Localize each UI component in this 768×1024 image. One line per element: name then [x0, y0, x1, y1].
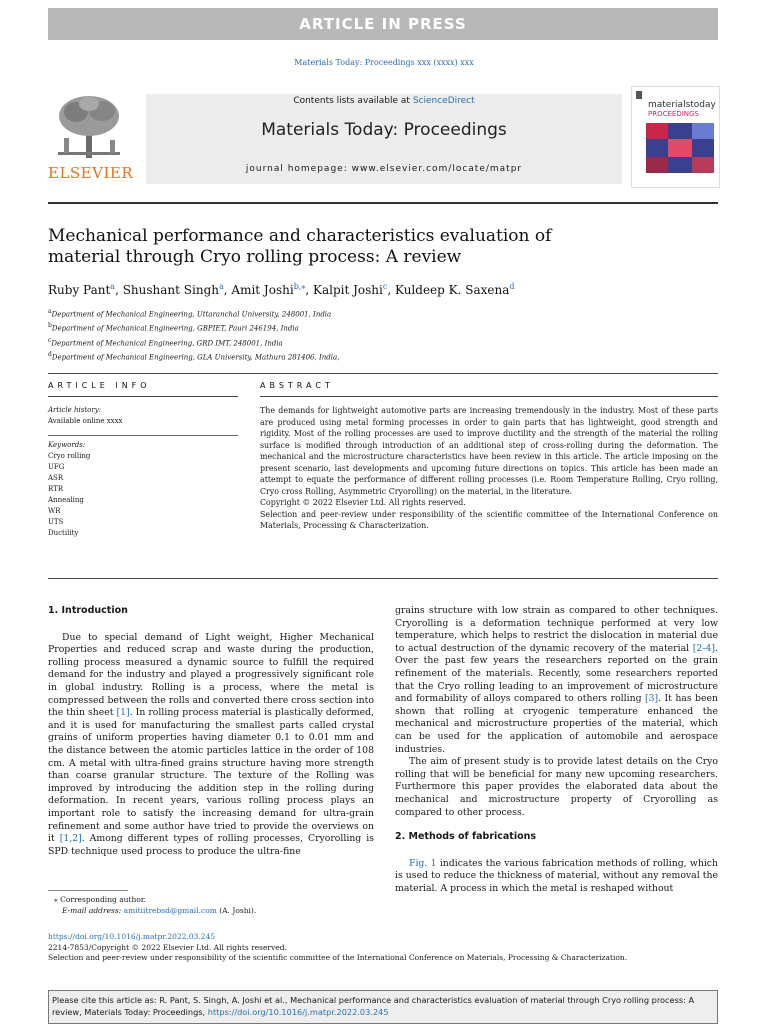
citation-text: Please cite this article as: R. Pant, S. Singh, A. Joshi et al., Mechanical performance and characteristics evaluation of material through Cryo rolling process: A review, Materials Today: Proceedings, [52, 995, 695, 1017]
keyword-item: ASR [48, 474, 64, 482]
email-suffix: (A. Joshi). [219, 906, 257, 915]
col2-paragraph: The aim of present study is to provide latest details on the Cryo rolling that will be beneficial for many new upcoming researchers. Furthermore this paper provides the elaborated data about the mechanical and microstructure property of Cryorolling as compared to other process. [395, 756, 718, 818]
meta-divider [48, 373, 718, 374]
publisher-name: ELSEVIER [48, 164, 134, 182]
author-name: Amit Joshi [231, 283, 294, 297]
contents-line [146, 94, 622, 108]
cover-title-sub: PROCEEDINGS [648, 110, 699, 118]
author-affil-link[interactable]: d [509, 282, 515, 291]
header-divider [48, 202, 718, 204]
abstract-heading: ABSTRACT [260, 381, 334, 390]
intro-heading: 1. Introduction [48, 605, 128, 616]
methods-heading: 2. Methods of fabrications [395, 831, 537, 843]
doi-link[interactable]: https://doi.org/10.1016/j.matpr.2022.03.245 [48, 932, 216, 941]
affiliation-item: $^b$Department of Mechanical Engineering, GBPIET, Pauri 246194, India [48, 322, 299, 333]
author-affil-link[interactable]: a [110, 282, 116, 291]
body-column-right [395, 605, 718, 895]
abstract-divider [260, 396, 718, 397]
citation-link[interactable]: [3] [644, 693, 659, 705]
author-list: Ruby Pant$^a$, Shushant Singh$^a$, Amit Joshi$^{b,⁎}$, Kalpit Joshi$^c$, Kuldeep K. Saxena$^d$ [48, 282, 515, 297]
citation-box [48, 990, 718, 1024]
keyword-item: Annealing [48, 496, 84, 504]
sciencedirect-link[interactable]: ScienceDirect [412, 96, 475, 106]
abstract-body [260, 405, 718, 532]
author-name: Shushant Singh [122, 283, 219, 297]
author-affil-link[interactable]: b,⁎ [293, 282, 306, 291]
journal-reference-line[interactable]: Materials Today: Proceedings xxx (xxxx) xxx [294, 58, 474, 67]
body-column-left [48, 605, 374, 858]
email-link[interactable]: amitiitrebsd@gmail.com [123, 906, 217, 915]
abstract-copyright: Copyright © 2022 Elsevier Ltd. All rights reserved. [260, 498, 466, 507]
affiliations [48, 306, 718, 363]
cover-title [648, 101, 716, 119]
info-divider [48, 396, 238, 397]
journal-banner [146, 94, 622, 184]
col2-paragraph: grains structure with low strain as compared to other techniques. Cryorolling is a deformation technique performed at very low temperature, which helps to restrict the dislocation in material due to actual destruction of the dynamic recovery of the material [2-4]. Over the past few years the researchers reported on the grain refinement of the materials. Recently, some researchers reported that the Cryo rolling leading to an improvement of microstructure and formability of alloys compared to others rolling [3]. It has been shown that rolling at cryogenic temperature enhanced the mechanical and microstructure properties of the material, which can be used for the application of automobile and aerospace industries. [395, 605, 718, 755]
keyword-item: Cryo rolling [48, 452, 91, 460]
keywords-label: Keywords: [48, 441, 86, 449]
keyword-item: WR [48, 507, 61, 515]
intro-paragraph: Due to special demand of Light weight, Higher Mechanical Properties and reduced scrap and waste during the production, rolling process measured a dynamic source to fulfill the required demand for the industry and played a progressively significant role in global industry. Rolling is a process, where the metal is compressed between the rolls and converted there cross section into the thin sheet [1]. In rolling process material is plastically deformed, and it is used for manufacturing the smallest parts called crystal grains of uniform properties having diameter 0.1 to 0.01 mm and the distance between the atomic particles lattice in the order of 108 cm. A metal with ultra-fined grains structure having more strength than coarse granular structure. The texture of the Rolling was improved by introducing the addition step in the rolling during deformation. In recent years, various rolling process plays an important role to satisfy the increasing demand for ultra-grain refinement and some author have tried to provide the overviews on it [1,2]. Among different types of rolling processes, Cryorolling is SPD technique used process to produce the ultra-fine [48, 631, 374, 857]
keywords-divider [48, 435, 238, 436]
article-title: Mechanical performance and characteristics evaluation of material through Cryo rolling process: A review [48, 226, 552, 267]
citation-link[interactable]: [2-4] [692, 642, 716, 654]
author-name: Ruby Pant [48, 283, 111, 297]
article-info [48, 405, 238, 539]
email-label: E-mail address: [62, 906, 122, 915]
history-label: Article history: [48, 406, 102, 414]
figure-link[interactable]: Fig. 1 [409, 857, 437, 869]
keyword-item: UFG [48, 463, 65, 471]
issn-copyright: 2214-7853/Copyright © 2022 Elsevier Ltd. All rights reserved. [48, 942, 287, 952]
journal-cover-icon [631, 86, 720, 188]
author-affil-link[interactable]: c [382, 282, 388, 291]
doi-block [48, 932, 718, 964]
citation-doi-link[interactable]: https://doi.org/10.1016/j.matpr.2022.03.245 [207, 1007, 389, 1017]
abstract-peer-review: Selection and peer-review under responsibility of the scientific committee of the International Conference on Materials, Processing & Characterization. [260, 509, 718, 530]
keyword-item: UTS [48, 518, 64, 526]
article-in-press-banner: ARTICLE IN PRESS [48, 8, 718, 40]
elsevier-logo [48, 94, 134, 182]
history-value: Available online xxxx [48, 417, 123, 425]
affiliation-item: $^c$Department of Mechanical Engineering, GRD IMT, 248001, India [48, 336, 283, 347]
affiliation-item: $^d$Department of Mechanical Engineering, GLA University, Mathura 281406, India, [48, 350, 340, 362]
journal-title: Materials Today: Proceedings [261, 120, 507, 140]
journal-homepage[interactable]: journal homepage: www.elsevier.com/locate/matpr [245, 164, 523, 174]
author-affil-link[interactable]: a [218, 282, 224, 291]
body-divider [48, 578, 718, 579]
keyword-item: RTR [48, 485, 64, 493]
methods-paragraph: Fig. 1 indicates the various fabrication methods of rolling, which is used to reduce the thickness of material, without any removal the material. A process in which the metal is reshaped without [395, 857, 718, 894]
elsevier-tree-icon [52, 94, 126, 160]
keyword-item: Ductility [48, 529, 79, 537]
citation-link[interactable]: [1] [116, 707, 130, 719]
contents-prefix: Contents lists available at [293, 96, 410, 106]
article-info-heading: ARTICLE INFO [48, 381, 151, 390]
footnote-rule [48, 890, 128, 891]
author-name: Kuldeep K. Saxena [395, 283, 510, 297]
doi-peer-review: Selection and peer-review under responsibility of the scientific committee of the International Conference on Materials, Processing & Characterization. [48, 953, 628, 962]
cover-title-main: materialstoday [648, 100, 716, 110]
author-name: Kalpit Joshi [313, 283, 383, 297]
citation-link[interactable]: [1,2] [59, 833, 82, 845]
abstract-text: The demands for lightweight automotive parts are increasing tremendously in the industry. Most of these parts are produced using metal forming processes in order to gain parts that has lightweight, good strength and rigidity. Most of the rolling processes are used to improve ductility and the strength of the material the rolling surface is modified through introduction of an additional step of cross-rolling during the deformation. The mechanical and the microstructure characteristics have been review in this article. The article imposing on the present scenario, last developments and upcoming future directions on topics. This article has been made an attempt to equate the performance of different rolling processes (i.e. Room Temperature Rolling, Cryo rolling, Cryo cross Rolling, Asymmetric Cryorolling) on the material, in the literature. [260, 406, 718, 496]
footnote [48, 894, 378, 916]
corresponding-author: ⁎ Corresponding author. [54, 895, 147, 904]
affiliation-item: $^a$Department of Mechanical Engineering, Uttaranchal University, 248001, India [48, 308, 332, 319]
